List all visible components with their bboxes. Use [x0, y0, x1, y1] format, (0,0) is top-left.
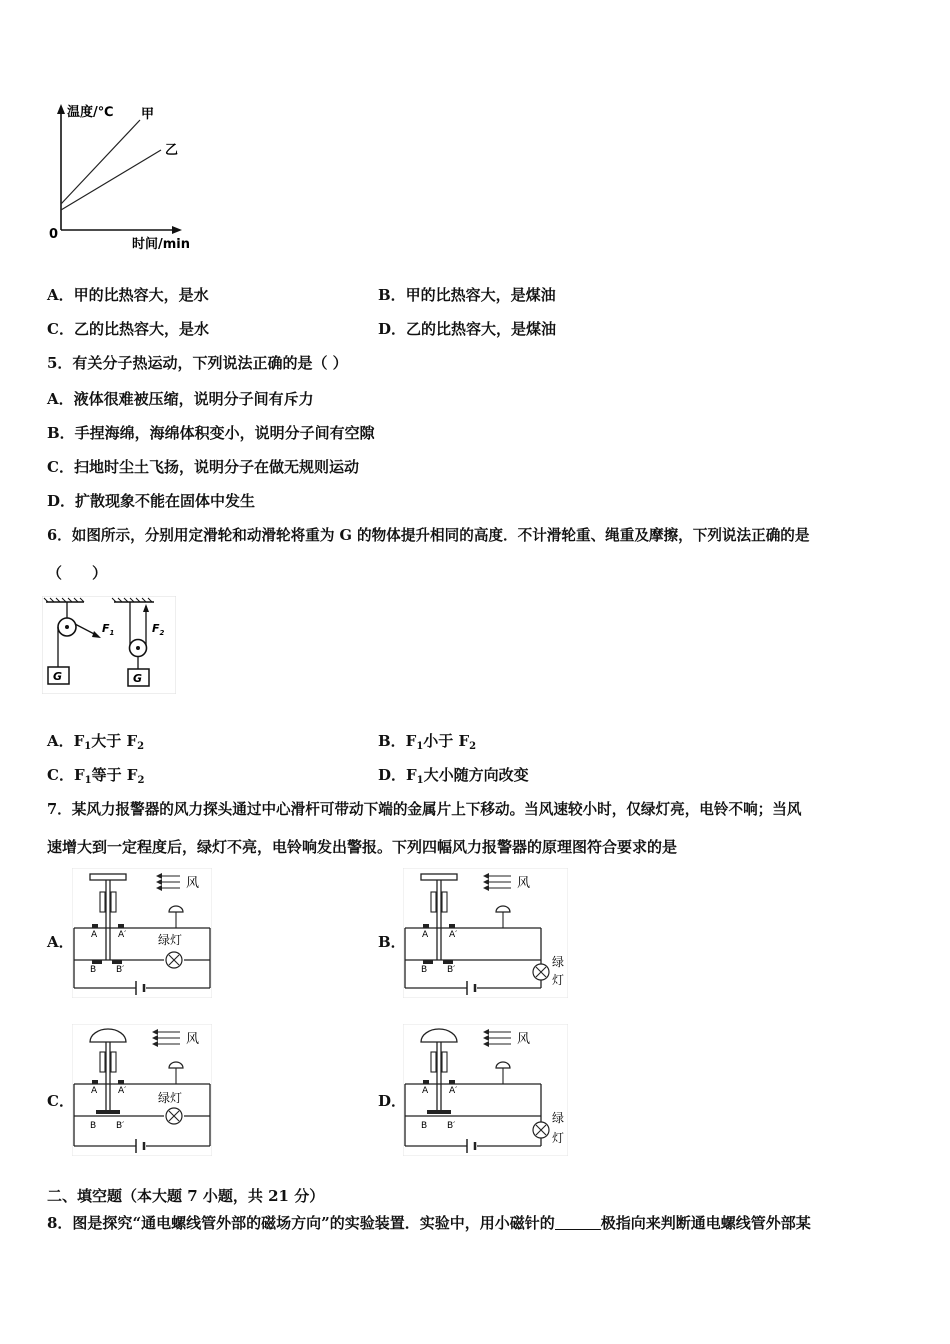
svg-text:风: 风 — [517, 876, 531, 891]
y-axis-label: 温度/℃ — [67, 105, 114, 120]
q4-option-d[interactable]: D．乙的比热容大，是煤油 — [378, 320, 557, 338]
section2-title: 二、填空题（本大题 7 小题，共 21 分） — [47, 1187, 325, 1205]
q6-stem: 6．如图所示，分别用定滑轮和动滑轮将重为 G 的物体提升相同的高度．不计滑轮重、绳重及摩擦，下列说法正确的是 — [47, 527, 810, 544]
probe-head — [90, 874, 126, 880]
x-axis-arrow — [172, 226, 182, 234]
svg-text:A′: A′ — [118, 1086, 127, 1096]
y-axis-arrow — [57, 104, 65, 114]
svg-text:A′: A′ — [449, 1086, 458, 1096]
line-jia — [61, 120, 140, 204]
f2-label: $F_2$ — [152, 622, 165, 637]
q5-option-d[interactable]: D．扩散现象不能在固体中发生 — [47, 492, 256, 510]
probe-cup — [90, 1029, 126, 1042]
f1-label: $F_1$ — [102, 622, 115, 637]
q5-stem: 5．有关分子热运动，下列说法正确的是（ ） — [47, 354, 348, 372]
q7-stem-1: 7．某风力报警器的风力探头通过中心滑杆可带动下端的金属片上下移动。当风速较小时，仅绿灯亮，电铃不响；当风 — [47, 801, 802, 818]
svg-text:A′: A′ — [118, 930, 127, 940]
q5-option-c[interactable]: C．扫地时尘土飞扬，说明分子在做无规则运动 — [47, 458, 359, 476]
wind-label: 风 — [186, 876, 200, 891]
pulley-figure — [42, 596, 176, 694]
svg-text:A′: A′ — [449, 930, 458, 940]
q7-label-c[interactable]: C． — [47, 1092, 74, 1110]
svg-text:A: A — [422, 930, 429, 940]
svg-text:灯: 灯 — [552, 973, 565, 987]
svg-text:A: A — [91, 930, 98, 940]
svg-text:绿: 绿 — [552, 1111, 565, 1125]
circuit-b[interactable] — [403, 868, 568, 998]
circuit-d[interactable] — [403, 1024, 568, 1156]
svg-text:绿灯: 绿灯 — [158, 1091, 183, 1105]
svg-text:B′: B′ — [447, 965, 456, 975]
temperature-time-graph — [44, 100, 214, 250]
svg-text:B′: B′ — [447, 1121, 456, 1131]
origin-label: 0 — [49, 227, 59, 242]
svg-text:A: A — [91, 1086, 98, 1096]
svg-text:B′: B′ — [116, 965, 125, 975]
q6-option-d[interactable]: D．$F_1$大小随方向改变 — [378, 766, 529, 786]
q4-option-c[interactable]: C．乙的比热容大，是水 — [47, 320, 209, 338]
svg-text:B: B — [421, 965, 428, 975]
bell — [169, 906, 183, 912]
svg-text:B: B — [421, 1121, 428, 1131]
svg-text:灯: 灯 — [552, 1131, 565, 1145]
q5-option-b[interactable]: B．手捏海绵，海绵体积变小，说明分子间有空隙 — [47, 424, 375, 442]
q6-option-a[interactable]: A．$F_1$大于 $F_2$ — [47, 732, 145, 752]
q6-option-b[interactable]: B．$F_1$小于 $F_2$ — [378, 732, 477, 752]
label-yi: 乙 — [165, 143, 179, 158]
circuit-c[interactable] — [72, 1024, 212, 1156]
q7-label-d[interactable]: D． — [378, 1092, 407, 1110]
q6-stem-paren: （ ） — [47, 564, 108, 582]
q7-label-a[interactable]: A． — [47, 933, 74, 951]
svg-text:G: G — [133, 672, 143, 685]
lamp-label: 绿灯 — [158, 933, 183, 947]
svg-text:B′: B′ — [116, 1121, 125, 1131]
svg-text:B: B — [90, 965, 97, 975]
svg-text:绿: 绿 — [552, 955, 565, 969]
label-jia: 甲 — [141, 107, 155, 122]
svg-text:A: A — [422, 1086, 429, 1096]
q6-option-c[interactable]: C．$F_1$等于 $F_2$ — [47, 766, 145, 786]
answer-blank[interactable] — [555, 1215, 601, 1230]
x-axis-label: 时间/min — [132, 237, 191, 250]
q5-option-a[interactable]: A．液体很难被压缩，说明分子间有斥力 — [47, 390, 314, 408]
svg-text:G: G — [53, 670, 63, 683]
q7-label-b[interactable]: B． — [378, 933, 406, 951]
circuit-a[interactable] — [72, 868, 212, 998]
svg-text:B: B — [90, 1121, 97, 1131]
q8-stem: 8．图是探究“通电螺线管外部的磁场方向”的实验装置．实验中，用小磁针的 极指向来判断通电螺线管外部某 — [47, 1214, 811, 1232]
svg-text:风: 风 — [186, 1032, 200, 1047]
q7-stem-2: 速增大到一定程度后，绿灯不亮，电铃响发出警报。下列四幅风力报警器的原理图符合要求的是 — [47, 838, 678, 856]
svg-text:风: 风 — [517, 1032, 531, 1047]
q4-option-a[interactable]: A．甲的比热容大，是水 — [47, 286, 209, 304]
q4-option-b[interactable]: B．甲的比热容大，是煤油 — [378, 286, 556, 304]
line-yi — [61, 150, 161, 210]
